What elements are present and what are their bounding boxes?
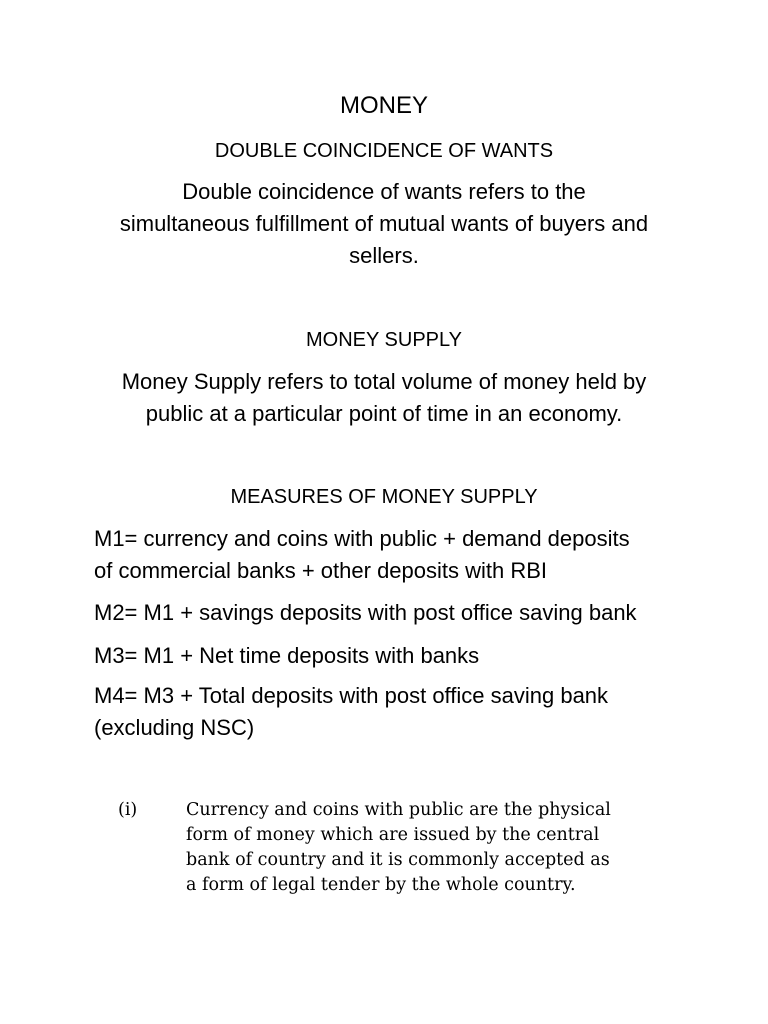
measure-line: M1= currency and coins with public + demand deposits (94, 526, 630, 551)
measure-m3 (94, 640, 694, 672)
heading-double-coincidence: DOUBLE COINCIDENCE OF WANTS (214, 140, 554, 162)
measure-line: of commercial banks + other deposits with RBI (94, 558, 548, 583)
measure-m4 (94, 680, 694, 744)
note-line: form of money which are issued by the central (186, 825, 600, 845)
note-line: bank of country and it is commonly accepted as (186, 850, 610, 870)
measure-line: (excluding NSC) (94, 715, 255, 740)
paragraph-money-supply (80, 366, 688, 430)
paragraph-double-coincidence (80, 176, 688, 272)
heading-measures-of-money-supply: MEASURES OF MONEY SUPPLY (230, 486, 538, 508)
paragraph-line: simultaneous fulfillment of mutual wants of buyers and (119, 211, 649, 236)
paragraph-line: sellers. (349, 243, 419, 268)
note-text (186, 798, 686, 898)
measure-line: M2= M1 + savings deposits with post office saving bank (94, 600, 637, 625)
paragraph-line: Money Supply refers to total volume of money held by (121, 369, 647, 394)
measure-m1 (94, 523, 694, 587)
heading-money-supply: MONEY SUPPLY (306, 329, 462, 351)
note-line: a form of legal tender by the whole country. (186, 875, 576, 895)
measure-line: M4= M3 + Total deposits with post office saving bank (94, 683, 609, 708)
note-line: Currency and coins with public are the physical (186, 800, 611, 820)
paragraph-line: Double coincidence of wants refers to the (182, 179, 586, 204)
note-number: (i) (118, 800, 138, 820)
page-title: MONEY (339, 92, 428, 119)
measure-line: M3= M1 + Net time deposits with banks (94, 643, 480, 668)
measure-m2 (94, 597, 694, 629)
paragraph-line: public at a particular point of time in an economy. (145, 401, 623, 426)
